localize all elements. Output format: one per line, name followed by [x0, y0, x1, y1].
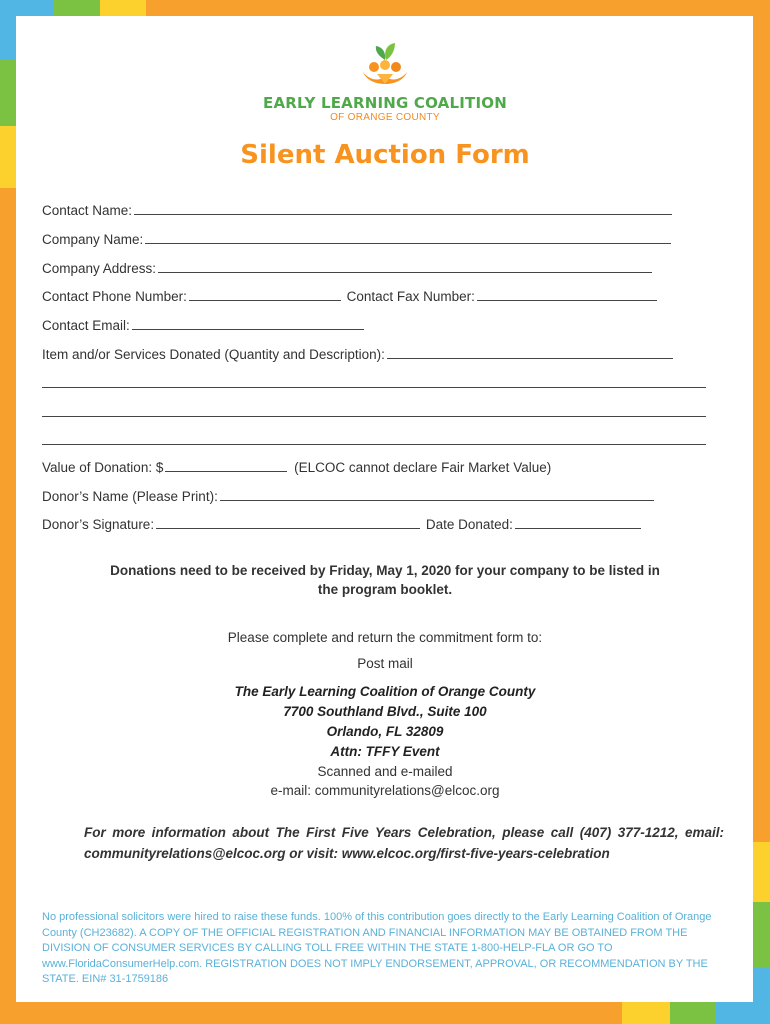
more-info-text: For more information about The First Five Years Celebration, please call (407) 377-1212, email: communityrelations@elcoc.org or visit: www.elcoc.org/first-five-years-celebration — [84, 825, 724, 861]
contact-phone-field[interactable] — [189, 288, 341, 301]
company-name-row — [42, 231, 671, 249]
children-leaves-icon — [355, 40, 415, 92]
contact-email-label: Contact Email: — [42, 318, 130, 333]
border-bottom-yellow — [622, 1002, 670, 1024]
items-donated-line-3[interactable] — [42, 416, 706, 417]
company-address-label: Company Address: — [42, 261, 157, 276]
donor-name-label: Donor’s Name (Please Print): — [42, 489, 218, 504]
value-of-donation-label: Value of Donation: $ — [42, 460, 164, 475]
value-of-donation-field[interactable] — [165, 459, 287, 472]
donor-name-row — [42, 488, 654, 506]
return-email[interactable]: e-mail: communityrelations@elcoc.org — [270, 783, 500, 798]
value-row — [42, 459, 551, 477]
items-donated-line-2[interactable] — [42, 387, 706, 388]
post-mail-label: Post mail — [357, 656, 413, 671]
donor-signature-label: Donor’s Signature: — [42, 517, 155, 532]
contact-name-label: Contact Name: — [42, 203, 133, 218]
deadline-notice: Donations need to be received by Friday, May 1, 2020 for your company to be listed in the program booklet. — [110, 563, 660, 597]
contact-phone-label: Contact Phone Number: — [42, 289, 187, 304]
company-name-field[interactable] — [145, 231, 671, 244]
fair-market-note: (ELCOC cannot declare Fair Market Value) — [294, 460, 552, 475]
elcoc-logo — [0, 40, 770, 123]
items-donated-label: Item and/or Services Donated (Quantity and Description): — [42, 347, 385, 362]
date-donated-field[interactable] — [515, 516, 641, 529]
donor-signature-field[interactable] — [156, 516, 420, 529]
logo-name: EARLY LEARNING COALITION — [263, 94, 507, 112]
company-address-field[interactable] — [158, 260, 652, 273]
border-bottom-blue — [716, 1002, 770, 1024]
signature-row — [42, 516, 641, 534]
page-title: Silent Auction Form — [240, 140, 530, 170]
address-street: 7700 Southland Blvd., Suite 100 — [283, 704, 487, 719]
return-instruction: Please complete and return the commitment form to: — [227, 630, 543, 645]
phone-fax-row — [42, 288, 657, 306]
border-right-yellow — [753, 842, 770, 902]
company-address-row — [42, 260, 652, 278]
date-donated-label: Date Donated: — [425, 517, 513, 532]
items-donated-line-4[interactable] — [42, 444, 706, 445]
items-donated-field[interactable] — [387, 346, 673, 359]
border-top-green — [54, 0, 100, 16]
legal-disclaimer: No professional solicitors were hired to raise these funds. 100% of this contribution goes directly to the Early Learning Coalition of Orange County (CH23682). A COPY OF THE OFFICIAL REGISTRATION AND FINANCIAL INFORMATION MAY BE OBTAINED FROM THE DIVISION OF CONSUMER SERVICES BY CALLING TOLL FREE WITHIN THE STATE 1-800-HELP-FLA OR GO TO www.FloridaConsumerHelp.com. REGISTRATION DOES NOT IMPLY ENDORSEMENT, APPROVAL, OR RECOMMENDATION BY THE STATE. EIN# 31-1759186 — [42, 911, 712, 986]
logo-subtitle: OF ORANGE COUNTY — [330, 112, 440, 123]
donor-name-field[interactable] — [220, 488, 654, 501]
company-name-label: Company Name: — [42, 232, 144, 247]
scanned-label: Scanned and e-mailed — [317, 764, 453, 779]
contact-fax-label: Contact Fax Number: — [346, 289, 475, 304]
address-city: Orlando, FL 32809 — [326, 724, 444, 739]
contact-email-field[interactable] — [132, 317, 364, 330]
contact-name-field[interactable] — [134, 202, 672, 215]
address-org: The Early Learning Coalition of Orange County — [234, 684, 536, 699]
items-donated-row — [42, 346, 673, 364]
contact-fax-field[interactable] — [477, 288, 657, 301]
contact-name-row — [42, 202, 672, 220]
border-right-green — [753, 902, 770, 968]
address-attn: Attn: TFFY Event — [330, 744, 440, 759]
border-bottom-green — [670, 1002, 716, 1024]
contact-email-row — [42, 317, 364, 335]
border-top-yellow — [100, 0, 146, 16]
